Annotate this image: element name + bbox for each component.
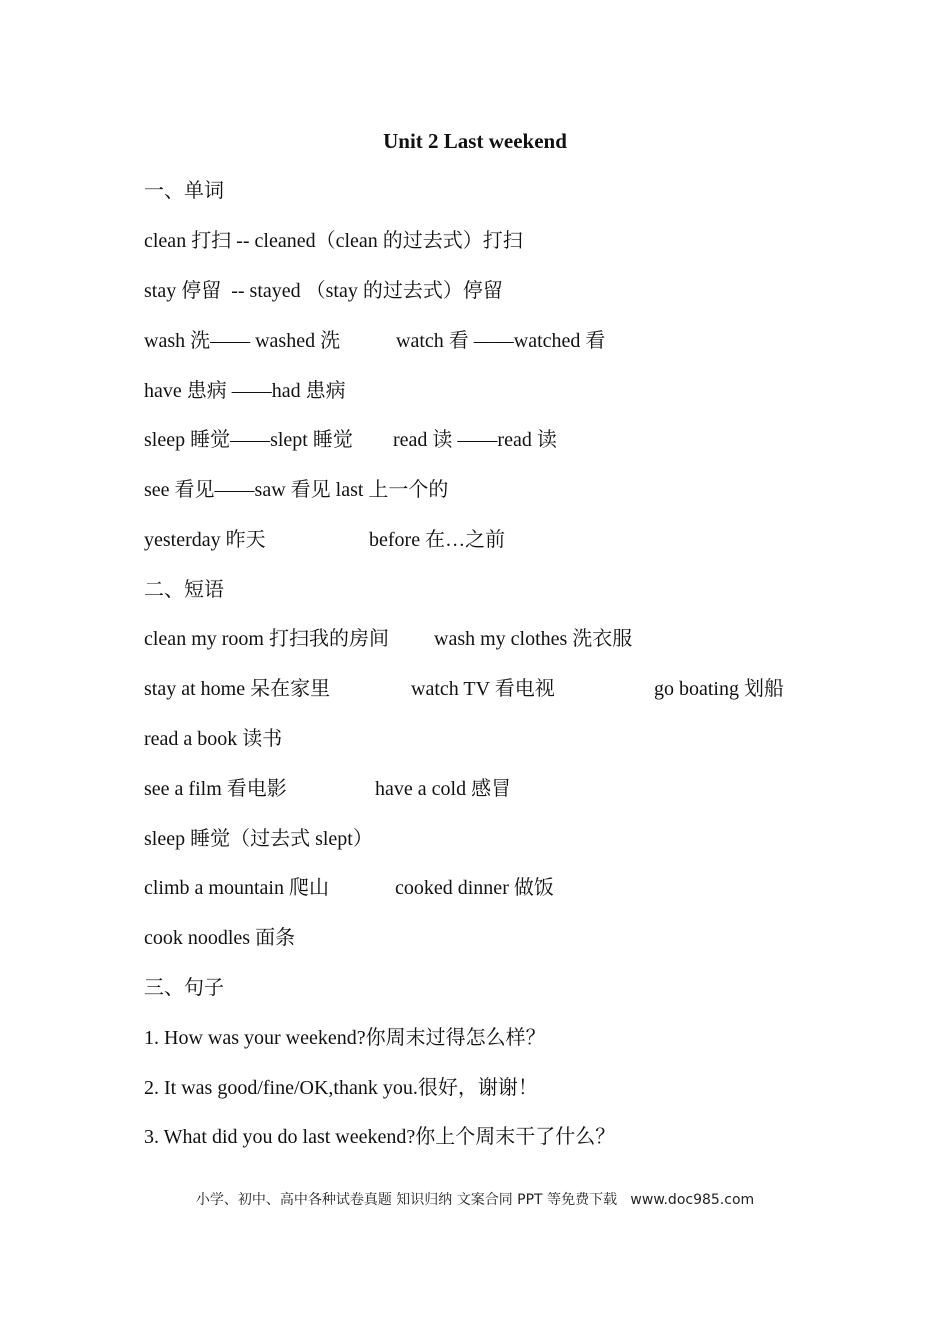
vocab-entry: watch 看 ——watched 看 [396,330,606,352]
phrase-entry: clean my room 打扫我的房间 [144,628,389,650]
vocab-line: have 患病 ——had 患病 [144,380,346,402]
vocab-entry: read 读 ——read 读 [393,429,557,451]
vocab-entry: wash 洗—— washed 洗 [144,330,341,352]
page-footer: 小学、初中、高中各种试卷真题 知识归纳 文案合同 PPT 等免费下载 www.doc985.com [195,1192,755,1208]
sentence-line: 3. What did you do last weekend?你上个周末干了什么？ [144,1126,616,1148]
phrase-entry: watch TV 看电视 [411,678,555,700]
section-heading-phrases: 二、短语 [144,579,224,601]
phrase-line [144,774,844,804]
phrase-entry: wash my clothes 洗衣服 [434,628,633,650]
phrase-entry: go boating 划船 [654,678,784,700]
phrase-line [144,624,844,654]
vocab-line [144,326,844,356]
phrase-line: cook noodles 面条 [144,927,296,949]
vocab-line [144,425,844,455]
vocab-entry: before 在…之前 [369,529,506,551]
phrase-entry: stay at home 呆在家里 [144,678,331,700]
phrase-line: read a book 读书 [144,728,283,750]
vocab-line: see 看见——saw 看见 last 上一个的 [144,479,449,501]
phrase-line: sleep 睡觉（过去式 slept） [144,828,373,850]
phrase-entry: cooked dinner 做饭 [395,877,554,899]
vocab-line [144,525,844,555]
vocab-entry: sleep 睡觉——slept 睡觉 [144,429,353,451]
vocab-line: clean 打扫 -- cleaned（clean 的过去式）打扫 [144,230,523,252]
phrase-entry: have a cold 感冒 [375,778,512,800]
vocab-line: stay 停留 -- stayed （stay 的过去式）停留 [144,280,503,302]
phrase-entry: see a film 看电影 [144,778,287,800]
section-heading-sentences: 三、句子 [144,977,224,999]
phrase-line [144,674,844,704]
phrase-line [144,873,844,903]
sentence-line: 2. It was good/fine/OK,thank you.很好，谢谢！ [144,1077,538,1099]
sentence-line: 1. How was your weekend?你周末过得怎么样？ [144,1027,546,1049]
vocab-entry: yesterday 昨天 [144,529,266,551]
section-heading-vocab: 一、单词 [144,180,224,202]
phrase-entry: climb a mountain 爬山 [144,877,329,899]
page-title: Unit 2 Last weekend [383,129,567,153]
